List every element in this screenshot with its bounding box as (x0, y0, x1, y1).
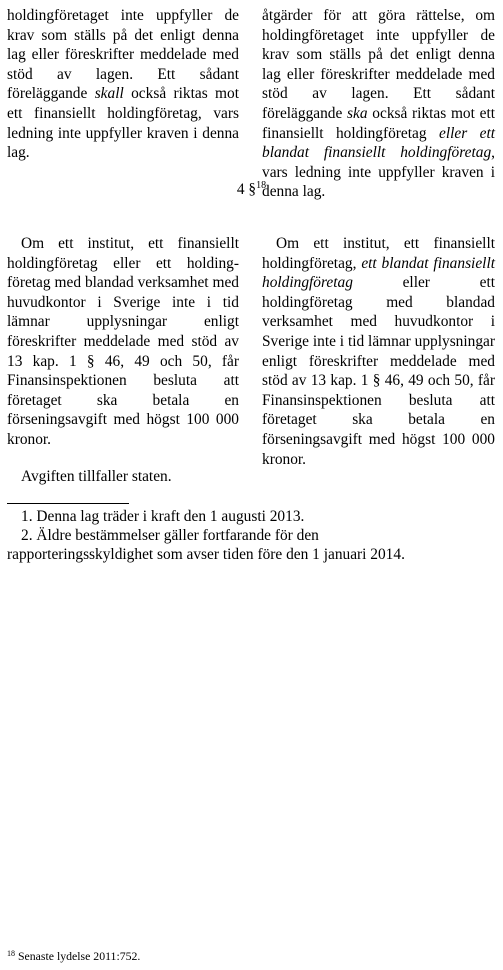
transition-note-1: 1. Denna lag träder i kraft den 1 augusti 2013. (21, 508, 305, 525)
body-right-paragraph (262, 234, 495, 469)
section-label: 4 § (236, 181, 257, 198)
text-run: eller ett holdingföretag med blandad verksamhet med huvudkontor i Sverige inte i tid lämnar upplysningar enligt föreskrifter meddelade med stöd av 13 kap. 1 § 46, 49 och 50, får Finansinspektionen besluta att företaget ska betala en förseningsavgift med högst 100 000 kronor. (262, 274, 495, 468)
text-run: , vars ledning inte uppfyller kraven i denna lag. (262, 144, 495, 201)
fee-note (7, 467, 239, 487)
emphasis-text: skall (94, 85, 124, 103)
emphasis-text: eller ett blandat finansiellt holdingföretag (262, 124, 496, 162)
page-footnote-text: Senaste lydelse 2011:752. (17, 949, 141, 963)
body-left-paragraph (7, 234, 239, 450)
fee-note-text: Avgiften tillfaller staten. (21, 468, 172, 485)
text-run: också riktas mot ett finansiellt holdingföretag, vars ledning inte uppfyller kraven i denna lag. (7, 85, 239, 162)
top-left-column (7, 6, 239, 163)
page-footnote-mark: 18 (7, 949, 15, 958)
emphasis-text: ska (347, 104, 368, 122)
top-left-paragraph (7, 6, 239, 163)
emphasis-text: ett blandat finansiellt holdingföretag (262, 254, 495, 292)
section-heading (0, 180, 503, 200)
page-footnote (7, 949, 140, 963)
text-run: åtgärder för att göra rättelse, om holdingföretaget inte uppfyller de krav som ställs på det enligt denna lag eller föreskrifter meddelade med stöd av lagen. Ett sådant föreläggande (262, 7, 495, 122)
text-run: holdingföretaget inte uppfyller de krav som ställs på det enligt denna lag eller föreskrifter meddelade med stöd av lagen. Ett sådant föreläggande (7, 7, 239, 103)
transition-note-3: rapporteringsskyldighet som avser tiden före den 1 januari 2014. (7, 546, 405, 563)
section-footnote-ref: 18 (256, 180, 267, 191)
transition-note-2: 2. Äldre bestämmelser gäller fortfarande för den (21, 527, 319, 544)
body-left-column (7, 234, 239, 450)
text-run: också riktas mot ett finansiellt holdingföretag (262, 104, 495, 142)
top-right-paragraph (262, 6, 495, 202)
body-right-column (262, 234, 495, 469)
text-run: Om ett institut, ett finansiellt holdingföretag, (262, 235, 495, 272)
transition-rule (7, 503, 129, 504)
top-right-column (262, 6, 495, 202)
text-run: Om ett institut, ett finansiellt holdingföretag eller ett holdingföretag med blandad verksamhet med huvudkontor i Sverige inte i tid lämnar upplysningar enligt föreskrifter meddelade med stöd av 13 kap. 1 § 46, 49 och 50, får Finansinspektionen besluta att företaget ska betala en förseningsavgift med högst 100 000 kronor. (7, 235, 239, 448)
